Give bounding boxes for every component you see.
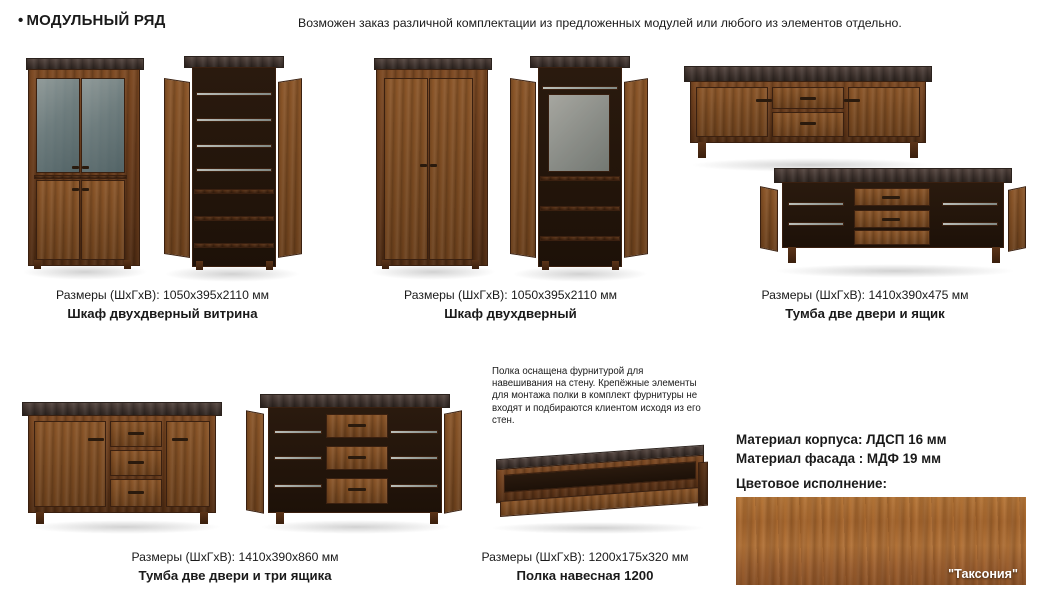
illustration-wardrobe-two-door-closed [368, 58, 498, 280]
bullet-icon: • [18, 12, 24, 29]
caption-wardrobe-display [10, 288, 315, 321]
header-note: Возможен заказ различной комплектации из предложенных модулей или любого из элементов отдельно. [298, 16, 902, 30]
material-body: Материал корпуса: ЛДСП 16 мм [736, 432, 947, 447]
caption-dimensions: Размеры (ШхГхВ): 1410х390х860 мм [131, 550, 339, 564]
illustration-tv-stand-open [760, 168, 1032, 280]
caption-dimensions: Размеры (ШхГхВ): 1410х390х475 мм [761, 288, 969, 302]
caption-dimensions: Размеры (ШхГхВ): 1050х395х2110 мм [56, 288, 269, 302]
illustration-wardrobe-display-open [160, 56, 305, 284]
material-facade: Материал фасада : МДФ 19 мм [736, 451, 942, 466]
materials-block [736, 430, 947, 493]
caption-product-name: Тумба две двери и ящик [785, 306, 945, 321]
caption-wardrobe-two-door [358, 288, 663, 321]
wall-shelf-note: Полка оснащена фурнитурой для навешивания на стену. Крепёжные элементы для монтажа полки в комплект фурнитуры не входят и подбираются клиентом исходя из его стен. [492, 366, 701, 426]
caption-dimensions: Размеры (ШхГхВ): 1050х395х2110 мм [404, 288, 617, 302]
caption-sideboard [70, 550, 400, 583]
color-swatch [736, 497, 1026, 585]
caption-dimensions: Размеры (ШхГхВ): 1200х175х320 мм [481, 550, 689, 564]
illustration-wall-shelf [480, 450, 720, 536]
color-name: "Таксония" [948, 567, 1018, 581]
caption-product-name: Тумба две двери и три ящика [138, 568, 332, 583]
caption-wall-shelf [435, 550, 735, 583]
color-label: Цветовое исполнение: [736, 476, 887, 491]
illustration-wardrobe-two-door-open [508, 56, 653, 284]
page-title-text: МОДУЛЬНЫЙ РЯД [26, 12, 166, 29]
illustration-sideboard-closed [22, 402, 228, 534]
page-title [18, 12, 166, 29]
illustration-wardrobe-display-closed [20, 58, 150, 280]
caption-product-name: Шкаф двухдверный витрина [67, 306, 258, 321]
caption-product-name: Шкаф двухдверный [444, 306, 577, 321]
illustration-sideboard-open [246, 394, 464, 536]
caption-tv-stand [700, 288, 1030, 321]
caption-product-name: Полка навесная 1200 [516, 568, 654, 583]
illustration-tv-stand-closed [684, 66, 936, 172]
